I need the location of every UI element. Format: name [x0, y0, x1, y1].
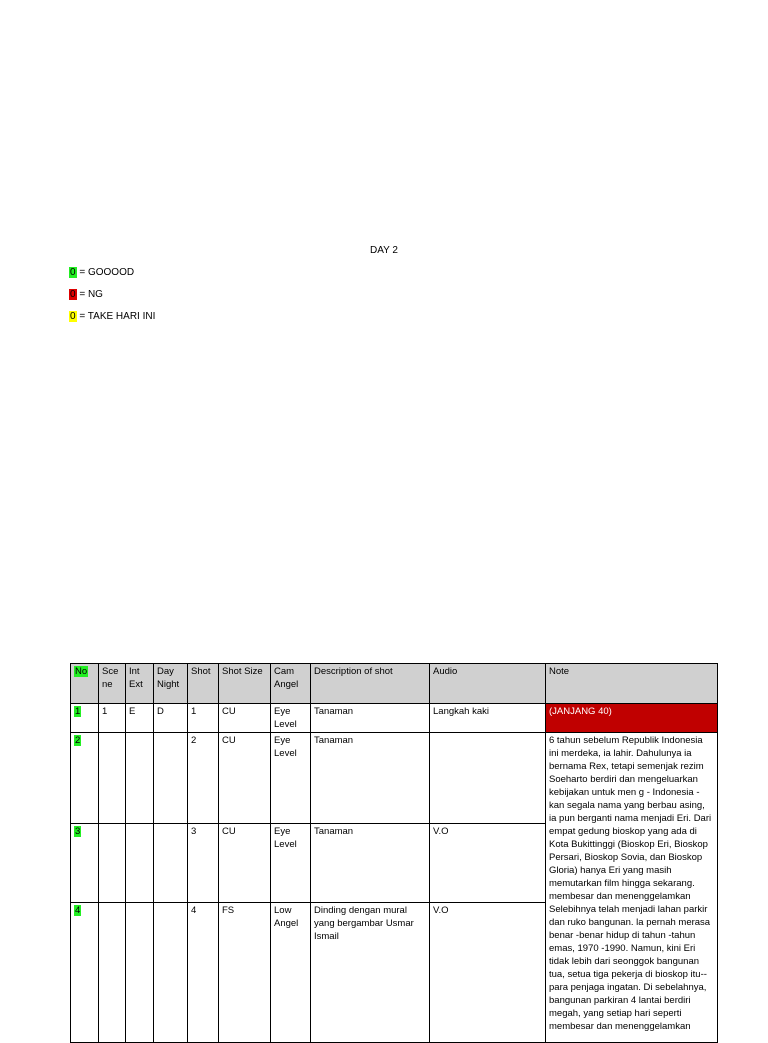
header-scene: Sce ne: [99, 664, 126, 704]
table-header-row: [71, 664, 718, 704]
header-description: Description of shot: [311, 664, 430, 704]
legend-mark-yellow: 0: [70, 311, 76, 322]
cell-shot-size: CU: [219, 704, 271, 733]
cell-no: 2: [71, 733, 99, 824]
table-row: [71, 733, 718, 824]
legend-label: = NG: [76, 289, 103, 300]
cell-audio: Langkah kaki: [430, 704, 546, 733]
cell-cam-angle: Eye Level: [271, 704, 311, 733]
cell-note-janjang: (JANJANG 40): [546, 704, 718, 733]
legend-ng: [69, 289, 103, 300]
cell-shot: 3: [188, 824, 219, 903]
cell-cam-angle: Eye Level: [271, 733, 311, 824]
shot-list-table: [70, 663, 718, 1043]
legend-label: = GOOOOD: [76, 267, 135, 278]
cell-scene: 1: [99, 704, 126, 733]
header-day-night: Day Night: [154, 664, 188, 704]
legend-take: [69, 311, 155, 322]
legend-label: = TAKE HARI INI: [76, 311, 156, 322]
cell-note-text: 6 tahun sebelum Republik Indonesia ini merdeka, ia lahir. Dahulunya ia bernama Rex, tetapi semenjak rezim Soeharto berdiri dan mengeluarkan kebijakan untuk men g - Indonesia - kan segala nama yang berbau asing, ia pun berganti nama menjadi Eri. Dari empat gedung bioskop yang ada di Kota Bukittinggi (Bioskop Eri, Bioskop Persari, Bioskop Sovia, dan Bioskop Gloria) hanya Eri yang masih memutarkan film hingga sekarang. membesar dan menenggelamkan Selebihnya telah menjadi lahan parkir dan ruko bangunan. la pernah merasa benar -benar hidup di tahun -tahun emas, 1970 -1990. Namun, kini Eri tidak lebih dari seonggok bangunan tua, setua tiga pekerja di bioskop itu-- para penjaga ingatan. Di sebelahnya, bangunan parkiran 4 lantai berdiri megah, yang setiap hari seperti membesar dan menenggelamkan: [546, 733, 718, 1043]
cell-int-ext: E: [126, 704, 154, 733]
cell-day-night: [154, 903, 188, 1043]
cell-no: 4: [71, 903, 99, 1043]
cell-audio: [430, 733, 546, 824]
cell-description: Dinding dengan mural yang bergambar Usmar Ismail: [311, 903, 430, 1043]
cell-int-ext: [126, 733, 154, 824]
cell-day-night: D: [154, 704, 188, 733]
cell-audio: V.O: [430, 903, 546, 1043]
cell-int-ext: [126, 824, 154, 903]
cell-shot-size: CU: [219, 824, 271, 903]
legend-mark-red: 0: [70, 289, 76, 300]
cell-shot-size: FS: [219, 903, 271, 1043]
cell-scene: [99, 733, 126, 824]
cell-day-night: [154, 824, 188, 903]
cell-scene: [99, 903, 126, 1043]
header-shot: Shot: [188, 664, 219, 704]
cell-shot: 1: [188, 704, 219, 733]
header-note: Note: [546, 664, 718, 704]
cell-description: Tanaman: [311, 824, 430, 903]
cell-shot-size: CU: [219, 733, 271, 824]
legend-good: [69, 267, 134, 278]
cell-no: 3: [71, 824, 99, 903]
cell-int-ext: [126, 903, 154, 1043]
header-no: No: [71, 664, 99, 704]
page-title: DAY 2: [370, 245, 398, 256]
cell-cam-angle: Eye Level: [271, 824, 311, 903]
table-row: [71, 704, 718, 733]
cell-description: Tanaman: [311, 704, 430, 733]
cell-shot: 4: [188, 903, 219, 1043]
header-int-ext: Int Ext: [126, 664, 154, 704]
cell-audio: V.O: [430, 824, 546, 903]
cell-shot: 2: [188, 733, 219, 824]
cell-description: Tanaman: [311, 733, 430, 824]
legend-mark-green: 0: [70, 267, 76, 278]
header-audio: Audio: [430, 664, 546, 704]
cell-no: 1: [71, 704, 99, 733]
header-cam-angle: Cam Angel: [271, 664, 311, 704]
header-shot-size: Shot Size: [219, 664, 271, 704]
cell-day-night: [154, 733, 188, 824]
cell-scene: [99, 824, 126, 903]
cell-cam-angle: Low Angel: [271, 903, 311, 1043]
